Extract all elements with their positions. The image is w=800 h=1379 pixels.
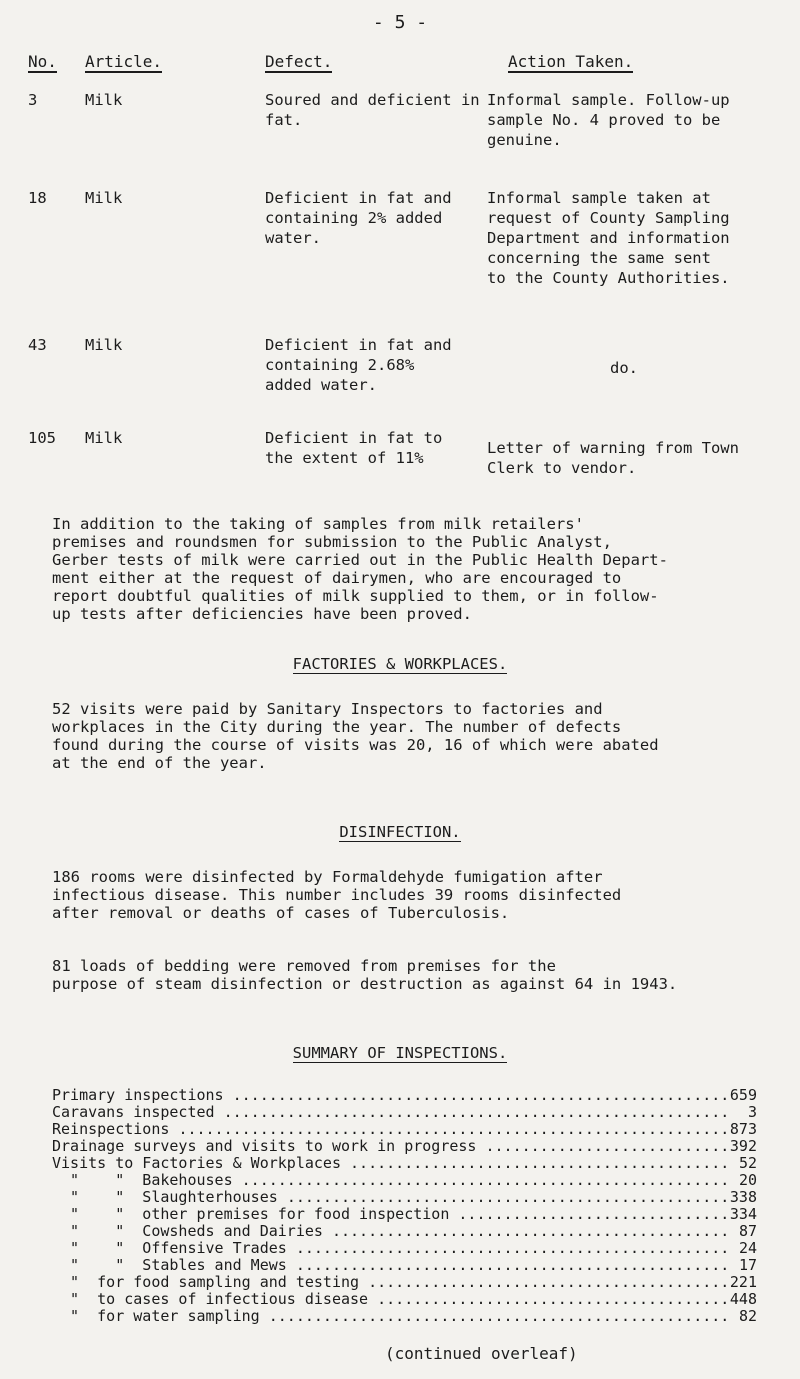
- continued-note: (continued overleaf): [385, 1344, 578, 1363]
- row-action: Informal sample taken at request of County Sampling Department and information concerning the same sent to the County Authorities.: [487, 189, 730, 287]
- row-article: Milk: [85, 91, 123, 109]
- summary-row: " " Offensive Trades ..... 24: [52, 1240, 757, 1256]
- row-article: Milk: [85, 189, 123, 207]
- summary-row: " for water sampling ..... 82: [52, 1308, 757, 1324]
- row-no: 105: [28, 429, 56, 447]
- summary-row: " for food sampling and testing ..... 221: [52, 1274, 757, 1290]
- summary-row: Primary inspections ..... 659: [52, 1087, 757, 1103]
- summary-row: Drainage surveys and visits to work in progress ..... 392: [52, 1138, 757, 1154]
- row-article: Milk: [85, 429, 123, 447]
- row-defect: Deficient in fat and containing 2.68% added water.: [265, 336, 452, 394]
- summary-row: Caravans inspected ..... 3: [52, 1104, 757, 1120]
- row-action: Informal sample. Follow-up sample No. 4 proved to be genuine.: [487, 91, 730, 149]
- summary-row: Reinspections ..... 873: [52, 1121, 757, 1137]
- summary-row: " to cases of infectious disease ..... 448: [52, 1291, 757, 1307]
- header-defect: Defect.: [265, 52, 333, 71]
- row-action: Letter of warning from Town Clerk to vendor.: [487, 439, 739, 477]
- section-heading-factories: FACTORIES & WORKPLACES.: [292, 655, 508, 673]
- summary-row: " " Cowsheds and Dairies ..... 87: [52, 1223, 757, 1239]
- row-no: 18: [28, 189, 47, 207]
- section-heading-disinfection: DISINFECTION.: [339, 823, 461, 841]
- summary-row: " " Bakehouses ..... 20: [52, 1172, 757, 1188]
- row-defect: Deficient in fat to the extent of 11%: [265, 429, 443, 467]
- page-number: - 5 -: [372, 12, 428, 33]
- paragraph-gerber-tests: In addition to the taking of samples from milk retailers' premises and roundsmen for submission to the Public Analyst, Gerber tests of milk were carried out in the Public Health Depart- ment either at the request of dairymen, who are encouraged to report doubtful qualities of milk supplied to them, or in follow- up tests after deficiencies have been proved.: [52, 515, 668, 623]
- section-heading-summary: SUMMARY OF INSPECTIONS.: [292, 1044, 508, 1062]
- header-no: No.: [28, 52, 57, 71]
- header-action: Action Taken.: [508, 52, 634, 71]
- summary-row: Visits to Factories & Workplaces ..... 52: [52, 1155, 757, 1171]
- header-article: Article.: [85, 52, 163, 71]
- summary-row: " " Slaughterhouses ..... 338: [52, 1189, 757, 1205]
- row-no: 43: [28, 336, 47, 354]
- paragraph-disinfection-rooms: 186 rooms were disinfected by Formaldehyde fumigation after infectious disease. This number includes 39 rooms disinfected after removal or deaths of cases of Tuberculosis.: [52, 868, 622, 922]
- row-defect: Soured and deficient in fat.: [265, 91, 480, 129]
- row-article: Milk: [85, 336, 123, 354]
- row-defect: Deficient in fat and containing 2% added water.: [265, 189, 452, 247]
- paragraph-disinfection-bedding: 81 loads of bedding were removed from premises for the purpose of steam disinfection or destruction as against 64 in 1943.: [52, 957, 678, 993]
- paragraph-factories: 52 visits were paid by Sanitary Inspectors to factories and workplaces in the City during the year. The number of defects found during the course of visits was 20, 16 of which were abated at the end of the year.: [52, 700, 659, 772]
- summary-row: " " other premises for food inspection ..... 334: [52, 1206, 757, 1222]
- row-action: do.: [610, 359, 638, 377]
- row-no: 3: [28, 91, 38, 109]
- summary-row: " " Stables and Mews ..... 17: [52, 1257, 757, 1273]
